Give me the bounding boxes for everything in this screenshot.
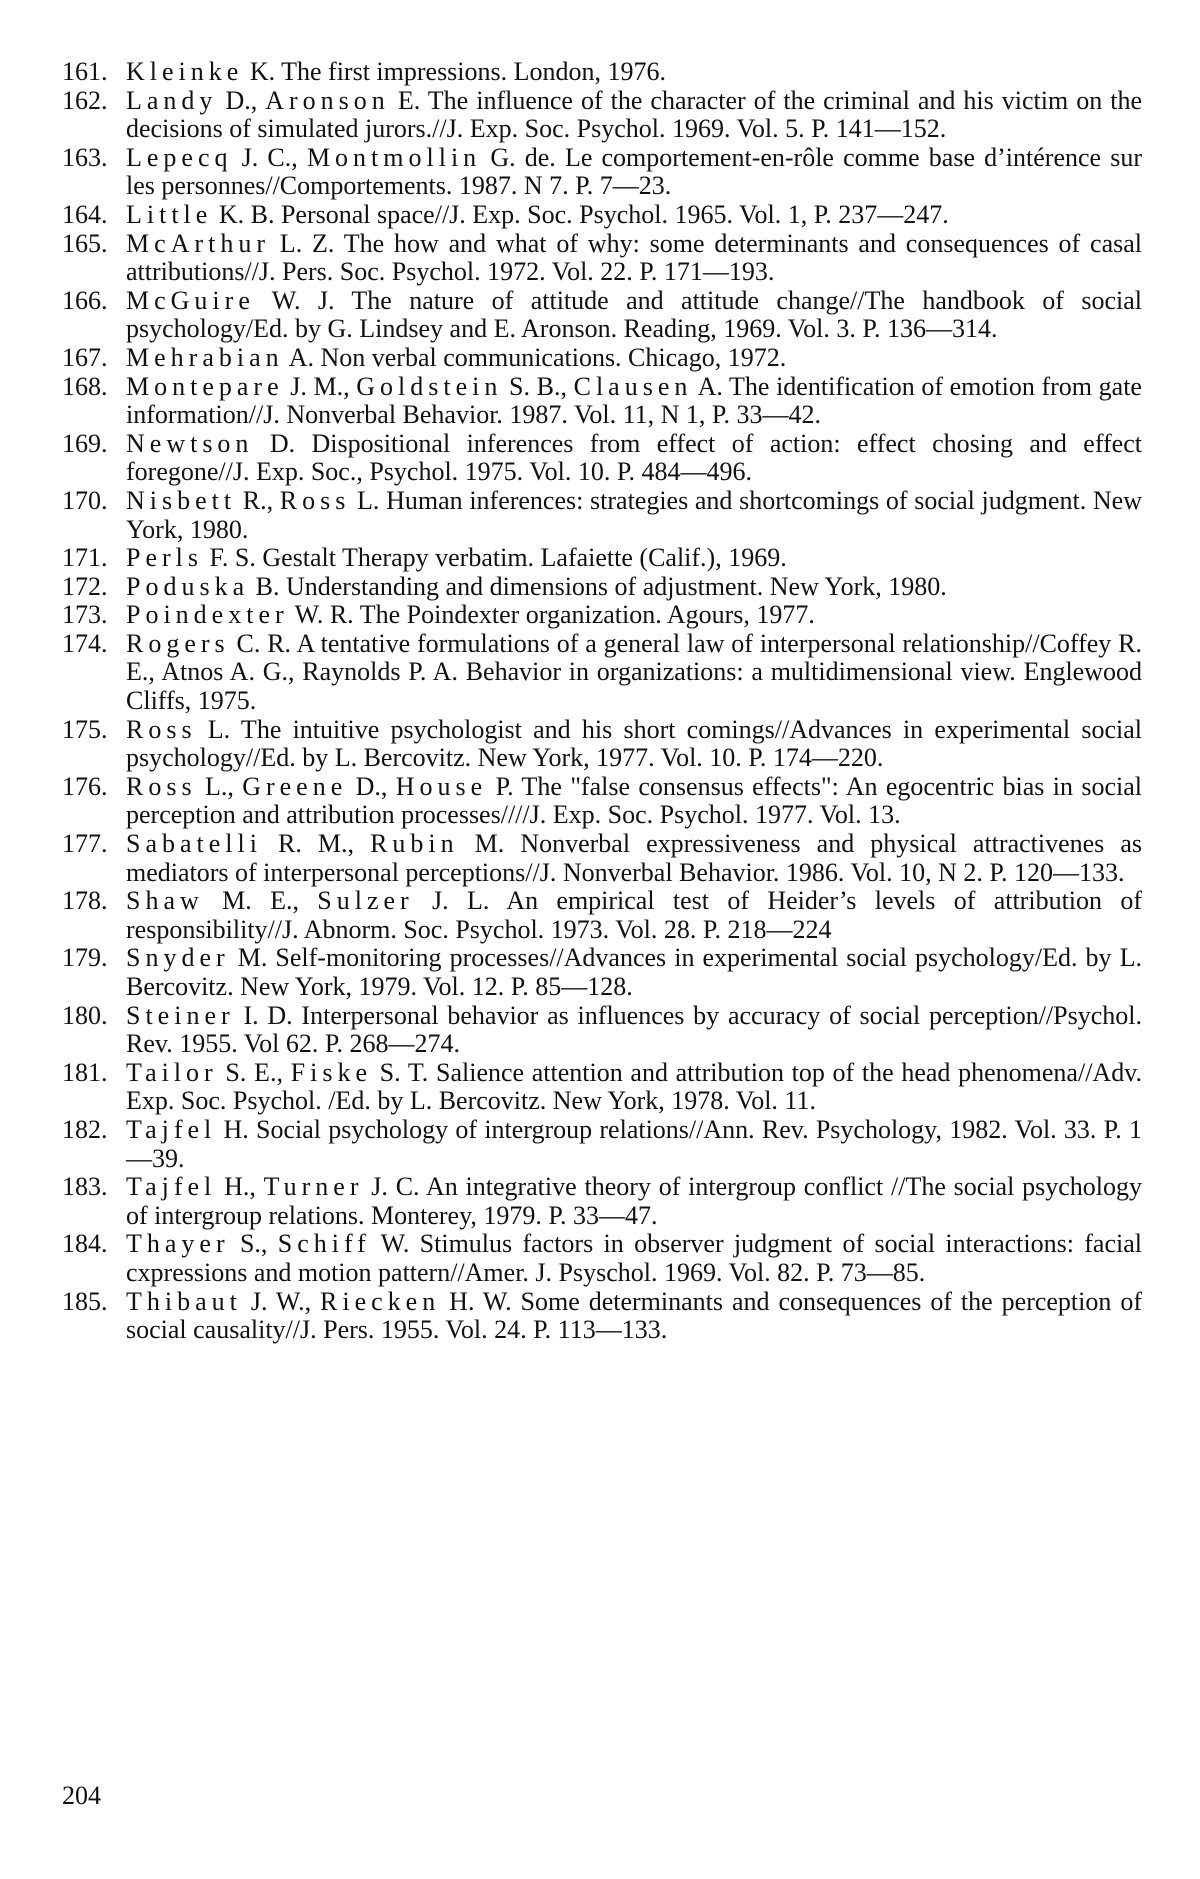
reference-item-174	[62, 630, 1142, 716]
reference-author: Newtson	[126, 428, 254, 458]
reference-text: E. The influence of the character of the criminal and his victim on the decisions of simulated jurors.//J. Exp. Soc. Psychol. 1969. Vol. 5. P. 141—152.	[126, 85, 1142, 144]
reference-number: 169.	[62, 428, 108, 458]
reference-text: H. W. Some determinants and consequences of the perception of social causality//J. Pers. 1955. Vol. 24. P. 113—133.	[126, 1286, 1142, 1345]
reference-item-161	[62, 58, 1142, 87]
reference-text: S. E.,	[217, 1057, 291, 1087]
reference-text: A. The identification of emotion from gate information//J. Nonverbal Behavior. 1987. Vol. 11, N 1, P. 33—42.	[126, 371, 1142, 430]
reference-author: Rogers	[126, 628, 230, 658]
reference-item-184	[62, 1230, 1142, 1287]
reference-item-180	[62, 1002, 1142, 1059]
reference-number: 167.	[62, 342, 108, 372]
reference-author: Rubin	[370, 829, 459, 859]
reference-item-178	[62, 887, 1142, 944]
reference-item-181	[62, 1059, 1142, 1116]
reference-text: L. Z. The how and what of why: some determinants and consequences of casal attributions//J. Pers. Soc. Psychol. 1972. Vol. 22. P. 171—193.	[126, 228, 1142, 287]
reference-text: J. W.,	[241, 1286, 321, 1316]
reference-text: K. B. Personal space//J. Exp. Soc. Psychol. 1965. Vol. 1, P. 237—247.	[212, 199, 949, 229]
reference-item-172	[62, 573, 1142, 602]
reference-author: Thibaut	[126, 1286, 242, 1316]
reference-number: 165.	[62, 228, 108, 258]
reference-number: 171.	[62, 543, 108, 573]
reference-item-177	[62, 830, 1142, 887]
reference-author: House	[395, 771, 488, 801]
reference-text: H.,	[216, 1172, 264, 1202]
reference-number: 180.	[62, 1000, 108, 1030]
reference-item-175	[62, 716, 1142, 773]
reference-author: Little	[126, 199, 213, 229]
reference-item-185	[62, 1288, 1142, 1345]
reference-author: McArthur	[126, 228, 270, 258]
reference-item-183	[62, 1173, 1142, 1230]
reference-item-179	[62, 944, 1142, 1001]
reference-author: Shaw	[126, 886, 204, 916]
reference-author: Perls	[126, 543, 203, 573]
reference-text: D.,	[347, 771, 396, 801]
reference-number: 162.	[62, 85, 108, 115]
reference-number: 185.	[62, 1286, 108, 1316]
reference-text: D. Dispositional inferences from effect of action: effect chosing and effect foregone//J. Exp. Soc., Psychol. 1975. Vol. 10. P. 484—496.	[126, 428, 1142, 487]
reference-text: M. Self-monitoring processes//Advances in experimental social psychology/Ed. by L. Bercovitz. New York, 1979. Vol. 12. P. 85—128.	[126, 943, 1142, 1001]
reference-author: Poindexter	[126, 600, 289, 630]
reference-author: Goldstein	[356, 371, 503, 401]
reference-author: Turner	[263, 1172, 364, 1202]
reference-number: 183.	[62, 1172, 108, 1202]
reference-number: 184.	[62, 1229, 108, 1259]
reference-author: Landy	[126, 85, 218, 115]
reference-text: C. R. A tentative formulations of a general law of interpersonal relationship//Coffey R. E., Atnos A. G., Raynolds P. A. Behavior in organizations: a multidimensional view. Englewood Cliffs, 1975.	[126, 628, 1142, 716]
reference-item-176	[62, 773, 1142, 830]
reference-text: W. Stimulus factors in observer judgment of social interactions: facial cxpressions and motion pattern//Amer. J. Psyschol. 1969. Vol. 82. P. 73—85.	[126, 1229, 1142, 1287]
reference-item-166	[62, 287, 1142, 344]
reference-item-170	[62, 487, 1142, 544]
reference-number: 177.	[62, 829, 108, 859]
reference-item-162	[62, 87, 1142, 144]
reference-number: 174.	[62, 628, 108, 658]
reference-number: 175.	[62, 714, 108, 744]
reference-text: M. E.,	[203, 886, 318, 916]
reference-text: L.,	[196, 771, 243, 801]
reference-text: S. B.,	[502, 371, 574, 401]
reference-item-164	[62, 201, 1142, 230]
reference-item-169	[62, 430, 1142, 487]
reference-text: L. Human inferences: strategies and shortcomings of social judgment. New York, 1980.	[126, 485, 1142, 544]
reference-number: 164.	[62, 199, 108, 229]
reference-text: R. M.,	[261, 829, 371, 859]
reference-item-167	[62, 344, 1142, 373]
reference-author: Ross	[126, 714, 197, 744]
reference-number: 166.	[62, 285, 108, 315]
reference-item-182	[62, 1116, 1142, 1173]
reference-author: Nisbett	[126, 485, 237, 515]
reference-author: Mehrabian	[126, 342, 284, 372]
reference-author: Montepare	[126, 371, 284, 401]
reference-author: Riecken	[320, 1286, 441, 1316]
reference-author: Clausen	[573, 371, 693, 401]
reference-text: A. Non verbal communications. Chicago, 1972.	[283, 342, 787, 372]
reference-text: K. The first impressions. London, 1976.	[243, 57, 667, 86]
reference-text: S.,	[229, 1229, 278, 1259]
reference-author: Montmollin	[306, 142, 482, 172]
reference-text: P. The "false consensus effects": An egocentric bias in social perception and attribution processes////J. Exp. Soc. Psychol. 1977. Vol. 13.	[126, 771, 1142, 830]
reference-text: L. The intuitive psychologist and his short comings//Advances in experimental social psychology//Ed. by L. Bercovitz. New York, 1977. Vol. 10. P. 174—220.	[126, 714, 1142, 773]
reference-item-171	[62, 544, 1142, 573]
reference-author: Ross	[279, 485, 351, 515]
reference-number: 181.	[62, 1057, 108, 1087]
reference-list	[62, 58, 1142, 1345]
reference-number: 172.	[62, 571, 108, 601]
reference-author: Tajfel	[126, 1114, 217, 1144]
reference-author: Thayer	[126, 1229, 230, 1259]
reference-author: Schiff	[277, 1229, 371, 1259]
reference-number: 178.	[62, 886, 108, 916]
reference-number: 173.	[62, 600, 108, 630]
reference-text: M. Nonverbal expressiveness and physical attractivenes as mediators of interpersonal perceptions//J. Nonverbal Behavior. 1986. Vol. 10, N 2. P. 120—133.	[126, 829, 1142, 887]
reference-text: H. Social psychology of intergroup relations//Ann. Rev. Psychology, 1982. Vol. 33. P. 1—39.	[126, 1114, 1142, 1173]
reference-author: Tajfel	[126, 1172, 217, 1202]
reference-author: Snyder	[126, 943, 230, 973]
reference-text: J. C. An integrative theory of intergroup conflict //The social psychology of intergroup relations. Monterey, 1979. P. 33—47.	[126, 1172, 1142, 1230]
reference-text: J. C.,	[232, 142, 307, 172]
reference-item-163	[62, 144, 1142, 201]
reference-text: I. D. Interpersonal behavior as influences by accuracy of social perception//Psychol. Rev. 1955. Vol 62. P. 268—274.	[126, 1000, 1142, 1059]
reference-author: Aronson	[265, 85, 390, 115]
reference-number: 168.	[62, 371, 108, 401]
reference-author: Fiske	[290, 1057, 372, 1087]
reference-author: Sabatelli	[126, 829, 262, 859]
reference-item-173	[62, 601, 1142, 630]
reference-text: G. de. Le comportement-en-rôle comme base d’intérence sur les personnes//Comportements. 1987. N 7. P. 7—23.	[126, 142, 1142, 201]
page-number: 204	[62, 1781, 101, 1810]
reference-text: S. T. Salience attention and attribution top of the head phenomena//Adv. Exp. Soc. Psychol. /Ed. by L. Bercovitz. New York, 1978. Vol. 11.	[126, 1057, 1143, 1116]
reference-author: Sulzer	[317, 886, 414, 916]
reference-number: 170.	[62, 485, 108, 515]
reference-text: J. L. An empirical test of Heider’s levels of attribution of responsibility//J. Abnorm. Soc. Psychol. 1973. Vol. 28. P. 218—224	[126, 886, 1143, 944]
reference-author: Kleinke	[126, 57, 244, 86]
reference-author: Greene	[242, 771, 348, 801]
reference-text: D.,	[217, 85, 266, 115]
reference-text: W. R. The Poindexter organization. Agours, 1977.	[288, 600, 815, 630]
reference-number: 182.	[62, 1114, 108, 1144]
reference-text: W. J. The nature of attitude and attitude change//The handbook of social psychology/Ed. by G. Lindsey and E. Aronson. Reading, 1969. Vol. 3. P. 136—314.	[126, 285, 1142, 344]
reference-author: Lepecq	[126, 142, 233, 172]
reference-item-165	[62, 230, 1142, 287]
reference-item-168	[62, 373, 1142, 430]
reference-author: Steiner	[126, 1000, 235, 1030]
reference-text: B. Understanding and dimensions of adjustment. New York, 1980.	[249, 571, 947, 601]
reference-text: J. M.,	[283, 371, 357, 401]
reference-number: 163.	[62, 142, 108, 172]
reference-text: R.,	[236, 485, 280, 515]
reference-number: 179.	[62, 943, 108, 973]
reference-author: McGuire	[126, 285, 255, 315]
reference-author: Ross	[126, 771, 197, 801]
reference-number: 176.	[62, 771, 108, 801]
reference-text: F. S. Gestalt Therapy verbatim. Lafaiette (Calif.), 1969.	[203, 543, 787, 573]
reference-author: Poduska	[126, 571, 250, 601]
reference-author: Tailor	[126, 1057, 218, 1087]
reference-number: 161.	[62, 57, 108, 86]
